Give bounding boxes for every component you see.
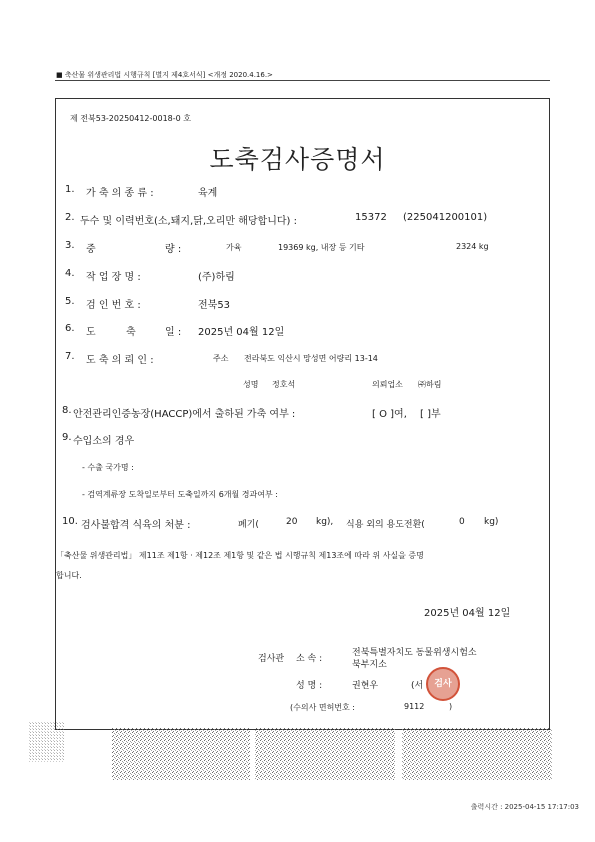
item-9-quarantine-period: - 검역계류장 도착일로부터 도축일까지 6개월 경과여부 : [82,490,278,499]
item-3-carcass-value: 19369 kg, 내장 등 기타 [278,243,365,252]
item-3-number: 3. [65,240,75,251]
item-3-carcass-label: 가육 [226,243,242,252]
item-10-other-value: 0 [459,517,465,527]
item-1-value: 육계 [198,188,218,199]
item-10-other-unit: kg) [484,517,499,527]
item-9-number: 9. [62,432,72,443]
print-timestamp: 출력시간 : 2025-04-15 17:17:03 [470,803,579,811]
regulation-header: ■ 축산물 위생관리법 시행규칙 [별지 제4호서식] <개정 2020.4.16.> [56,71,273,79]
item-6-label-a: 도 [86,327,96,338]
item-6-value: 2025년 04월 12일 [198,327,285,338]
item-7-number: 7. [65,351,75,362]
item-7-company-label: 의뢰업소 [372,380,403,389]
license-close: ) [449,702,453,711]
item-7-company-value: ㈜하림 [418,380,442,389]
license-value: 9112 [404,702,425,711]
item-2-count: 15372 [355,212,387,223]
inspector-seal-mark: (서 [411,681,424,691]
statement-line-1: 「축산물 위생관리법」 제11조 제1항 · 제12조 제1항 및 같은 법 시행규칙 제13조에 따라 위 사실을 증명 [56,551,424,560]
item-8-number: 8. [62,405,72,416]
item-10-disposal-unit: kg), [316,517,334,527]
license-label: (수의사 면허번호 : [290,703,355,712]
statement-line-2: 합니다. [56,571,82,580]
item-3-label-b: 량 : [165,244,182,255]
item-4-number: 4. [65,268,75,279]
item-2-number: 2. [65,212,75,223]
statement-date: 2025년 04월 12일 [424,608,511,619]
item-9-label: 수입소의 경우 [73,436,135,447]
item-10-disposal-label: 폐기( [238,520,259,530]
item-6-label-c: 일 : [165,327,182,338]
certificate-title: 도축검사증명서 [209,145,386,174]
inspector-stamp [426,667,460,701]
item-4-label: 작 업 장 명 : [86,272,141,283]
item-10-disposal-value: 20 [286,517,298,527]
inspector-name-value: 권현우 [352,681,379,691]
item-7-address-value: 전라북도 익산시 망성면 어량리 13-14 [244,354,378,363]
inspector-name-label: 성 명 : [296,681,323,691]
item-6-label-b: 축 [126,327,136,338]
item-9-export-country: - 수출 국가명 : [82,463,134,472]
item-8-yes-checkbox: [ O ]여, [372,409,407,420]
inspector-affiliation-label: 소 속 : [296,654,323,664]
item-5-number: 5. [65,296,75,307]
item-7-address-label: 주소 [213,354,229,363]
item-10-other-label: 식용 외의 용도전환( [346,520,425,530]
item-6-number: 6. [65,323,75,334]
inspector-stamp-text: 검사 [434,679,452,689]
item-5-value: 전북53 [198,300,231,311]
item-2-trace-number: (225041200101) [403,212,488,223]
item-7-name-value: 정호석 [272,380,296,389]
item-10-number: 10. [62,516,78,527]
item-2-label: 두수 및 이력번호(소,돼지,닭,오리만 해당합니다) : [80,216,297,227]
item-10-label: 검사불합격 식육의 처분 : [81,520,191,531]
header-rule [55,80,550,81]
item-1-label: 가 축 의 종 류 : [86,188,154,199]
certificate-number: 제 전북53-20250412-0018-0 호 [70,114,192,123]
inspector-role: 검사관 [258,654,285,664]
item-8-no-checkbox: [ ]부 [420,409,441,420]
item-4-value: (주)하림 [198,272,235,283]
item-5-label: 검 인 번 호 : [86,300,141,311]
item-7-name-label: 성명 [243,380,259,389]
item-1-number: 1. [65,184,75,195]
item-3-other-value: 2324 kg [456,242,489,251]
item-8-label: 안전관리인증농장(HACCP)에서 출하된 가축 여부 : [73,409,296,420]
inspector-affiliation-line-1: 전북특별자치도 동물위생시험소 [352,648,477,658]
inspector-affiliation-line-2: 북부지소 [352,660,387,670]
item-7-label: 도 축 의 뢰 인 : [86,355,154,366]
item-3-label-a: 중 [86,244,96,255]
scan-noise-strip [0,720,595,780]
